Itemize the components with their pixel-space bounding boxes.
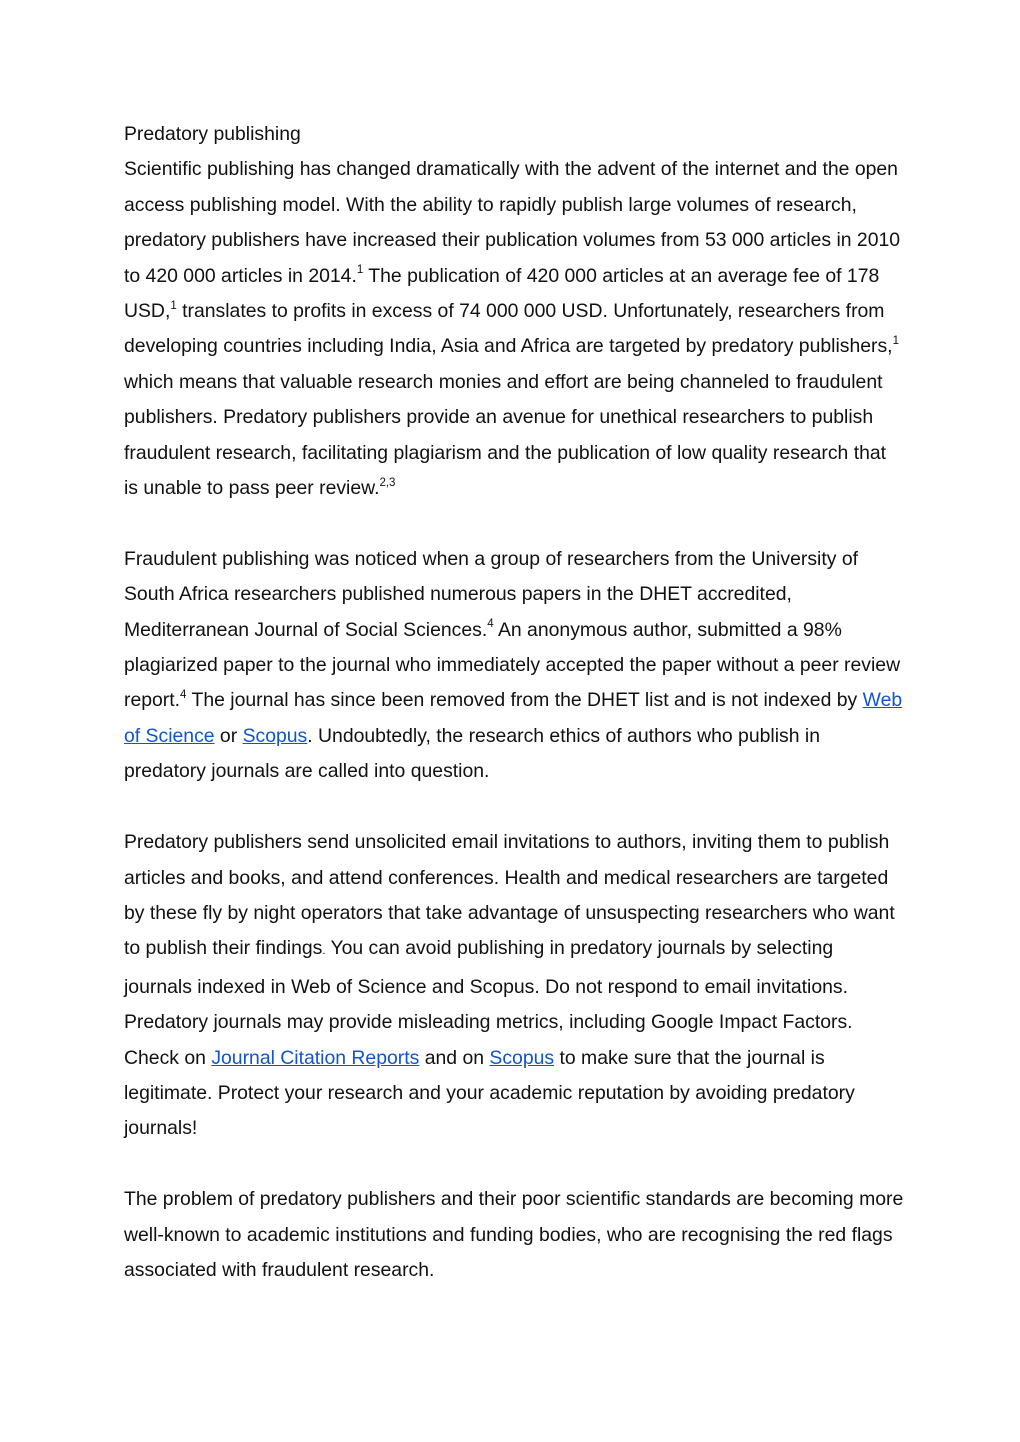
paragraph-1: Scientific publishing has changed dramatically with the advent of the internet and the open access publishing model. With the ability to rapidly publish large volumes of research, predatory publishers have increased their publication volumes from 53 000 articles in 2010 to 420 000 articles in 2014.$^1$ The publication of 420 000 articles at an average fee of 178 USD,$^1$ translates to profits in excess of 74 000 000 USD. Unfortunately, researchers from developing countries including India, Asia and Africa are targeted by predatory publishers,$^1$ which means that valuable research monies and effort are being channeled to fraudulent publishers. Predatory publishers provide an avenue for unethical researchers to publish fraudulent research, facilitating plagiarism and the publication of low quality research that is unable to pass peer review.$^{2,3}$ [124, 158, 901, 500]
document-heading: Predatory publishing [124, 123, 301, 145]
journal-citation-reports-link[interactable]: Journal Citation Reports [211, 1046, 420, 1069]
citation-ref: 1 [356, 264, 364, 277]
paragraph-spacer [124, 790, 904, 825]
web-of-science-link[interactable]: Web of Science [124, 689, 903, 747]
paragraph-2: Fraudulent publishing was noticed when a group of researchers from the University of South Africa researchers published numerous papers in the DHET accredited, Mediterranean Journal of Social Sciences.$^4$ An anonymous author, submitted a 98% plagiarized paper to the journal who immediately accepted the paper without a peer review report.$^4$ The journal has since been removed from the DHET list and is not indexed by Web of Science or Scopus. Undoubtedly, the research ethics of authors who publish in predatory journals are called into question. [124, 547, 903, 783]
citation-ref: 1 [892, 334, 899, 347]
paragraph-4: The problem of predatory publishers and their poor scientific standards are becoming more well-known to academic institutions and funding bodies, who are recognising the red flags associated with fraudulent research. [124, 1188, 904, 1281]
scopus-link[interactable]: Scopus [242, 724, 308, 747]
paragraph-spacer [124, 506, 904, 541]
paragraph-spacer [124, 1147, 904, 1182]
citation-ref: 4 [180, 689, 187, 702]
paragraph-3: Predatory publishers send unsolicited email invitations to authors, inviting them to publish articles and books, and attend conferences. Health and medical researchers are targeted by these fly by night operators that take advantage of unsuspecting researchers who want to publish their findings. You can avoid publishing in predatory journals by selecting journals indexed in Web of Science and Scopus. Do not respond to email invitations. Predatory journals may provide misleading metrics, including Google Impact Factors. Check on Journal Citation Reports and on Scopus to make sure that the journal is legitimate. Protect your research and your academic reputation by avoiding predatory journals! [124, 831, 895, 1140]
scopus-link[interactable]: Scopus [489, 1046, 555, 1069]
citation-ref: 1 [170, 299, 177, 312]
citation-ref: 4 [487, 618, 494, 631]
citation-ref: 2,3 [379, 476, 396, 489]
document-body [124, 117, 904, 1288]
